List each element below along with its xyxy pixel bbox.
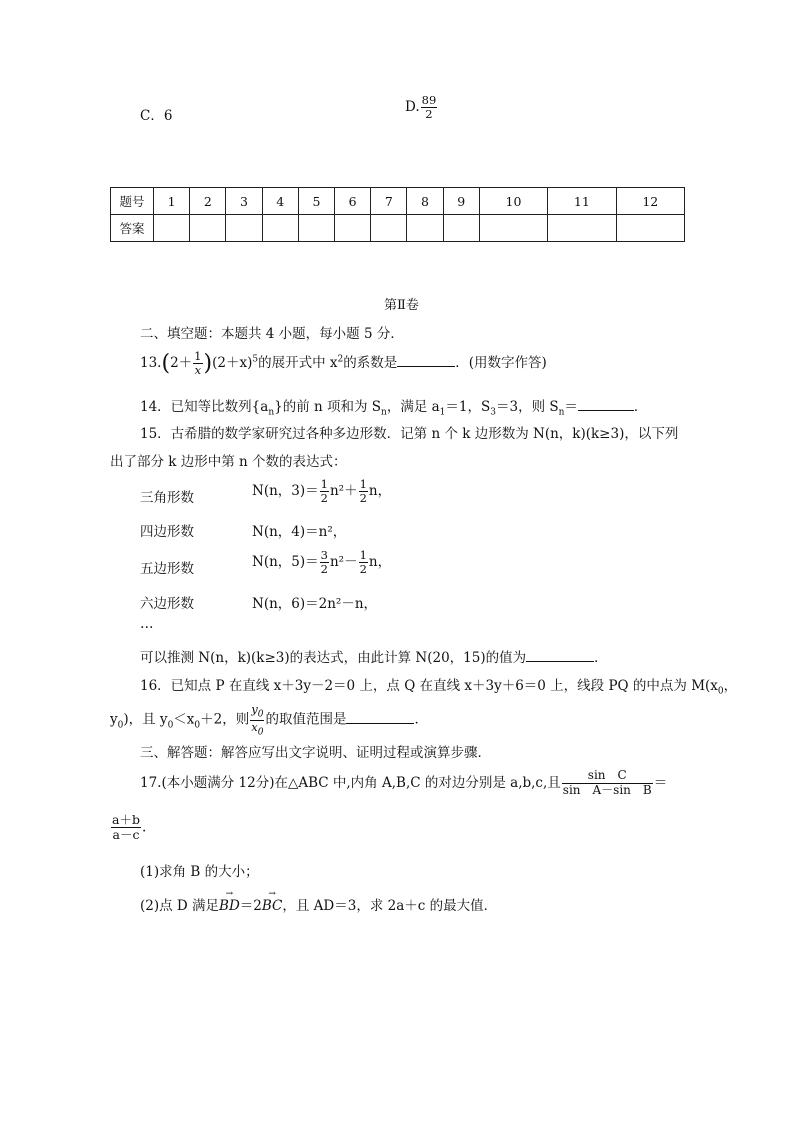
answer-cell[interactable] [371,215,407,242]
q16-text: y [110,711,118,728]
q14-text: ，满足 a [386,399,440,415]
subscript-0: 0 [194,720,201,731]
vector-bd [219,889,240,914]
question-17-lead [140,769,667,798]
answer-cell[interactable] [262,215,298,242]
answer-blank[interactable] [397,365,455,367]
polygon-row-name: 三角形数 [140,490,194,506]
answer-cell[interactable] [335,215,371,242]
q16-text: ， [723,678,738,694]
option-d-fraction [421,94,438,121]
q13-text-end: 的系数是 [343,355,398,372]
table-cell: 11 [548,188,616,215]
q13-text-after: 的展开式中 x [258,355,338,372]
table-row-numbers [111,188,685,215]
q16-text: 的取值范围是 [265,711,347,728]
fraction-numerator: 1 [194,349,202,363]
q13-number: 13. [140,355,162,372]
answer-cell[interactable] [548,215,616,242]
answer-cell[interactable] [479,215,547,242]
table-cell: 6 [335,188,371,215]
vector-bc [261,889,283,914]
polygon-row-name: 五边形数 [140,561,194,577]
subscript-n: n [268,407,275,418]
answer-table [110,187,685,242]
q13-text-open: 2＋ [170,355,193,372]
q16-tail: ． [414,711,428,728]
subscript-0: 0 [117,720,124,731]
q13-tail: ．(用数字作答) [455,355,547,372]
q14-text: }的前 n 项和为 S [274,399,382,415]
q17-period: . [141,819,147,836]
answer-cell[interactable] [226,215,262,242]
formula-lhs: N(n，5)＝ [252,554,319,571]
arrow-icon: → [225,889,234,899]
part-title: 第Ⅱ卷 [384,298,419,313]
formula-lhs: N(n，3)＝ [252,483,319,500]
q16-text: ＜x [173,711,195,728]
q17-part2-text: ，且 AD＝3，求 2a＋c 的最大值． [282,898,498,914]
option-d-prefix: D. [405,99,420,116]
question-15-line-1: 15．古希腊的数学家研究过各种多边形数．记第 n 个 k 边形数为 N(n，k)(k≥3)，以下列 [140,426,679,442]
fraction: $\frac{1}{2}$ [359,477,367,506]
table-cell: 5 [298,188,334,215]
polygon-row-formula: N(n，4)＝n²， [252,524,347,540]
answer-cell[interactable] [190,215,226,242]
table-cell: 3 [226,188,262,215]
polygon-row-name: 六边形数 [140,596,194,612]
answer-cell[interactable] [298,215,334,242]
q14-tail: ． [633,399,648,415]
vector-label: BD [219,898,240,914]
table-cell: 4 [262,188,298,215]
option-d [405,94,438,121]
arrow-icon: → [268,889,276,899]
q13-text-mid: (2＋x) [212,355,253,372]
table-cell: 8 [407,188,443,215]
fraction-denominator: sin A－sin B [562,782,652,797]
answer-cell[interactable] [616,215,684,242]
subscript-n: n [558,407,565,418]
fraction-denominator: 2 [425,107,433,122]
question-15-conclusion [140,646,608,666]
q17-side-fraction [111,813,141,843]
answer-blank[interactable] [578,409,634,411]
q14-text: ＝3，则 S [495,399,559,415]
q17-equals: ＝ [653,774,668,791]
fraction-denominator: x [194,363,202,378]
answer-cell[interactable] [154,215,190,242]
table-cell: 2 [190,188,226,215]
fraction-numerator: sin C [562,769,653,784]
table-cell: 1 [154,188,190,215]
question-17-side-fraction [110,813,146,843]
question-15-line-2: 出了部分 k 边形中第 n 个数的表达式： [110,454,347,470]
q17-sine-fraction [562,769,653,798]
table-header-answer: 答案 [111,215,154,242]
subscript-1: 1 [439,407,446,418]
q17-part2-text: ＝2 [239,898,262,914]
question-13 [140,350,547,377]
polygon-row-formula: N(n，5)＝ $\frac{3}{2}$ n²－ $\frac{1}{2}$ n， [252,548,392,577]
table-cell: 10 [479,188,547,215]
fraction-denominator: a－c [112,827,140,843]
table-row-answers [111,215,685,242]
polygon-row-formula: N(n，6)＝2n²－n， [252,596,378,612]
table-cell: 12 [616,188,684,215]
q14-text: 14．已知等比数列{a [140,399,269,415]
answer-cell[interactable] [443,215,479,242]
subscript-3: 3 [490,407,496,418]
fraction-numerator: 89 [421,93,437,107]
q14-text: ＝ [564,399,578,415]
section-heading-fill-in: 二、填空题：本题共 4 小题，每小题 5 分． [140,326,404,342]
q17-part2-text: (2)点 D 满足 [140,898,220,914]
fraction: $\frac{1}{2}$ [320,477,328,506]
subscript-0: 0 [717,686,724,697]
fraction: $\frac{1}{2}$ [359,548,367,577]
q16-text: )，且 y [123,711,168,728]
q15-tail: ． [594,650,608,666]
right-paren-icon: ) [203,351,213,377]
polygon-row-formula: N(n，3)＝ $\frac{1}{2}$ n²＋ $\frac{1}{2}$ n， [252,477,392,506]
q13-exponent-5: 5 [252,354,259,365]
subscript-n: n [381,407,387,418]
question-14 [140,395,647,418]
q13-fraction [193,350,202,377]
table-cell: 9 [443,188,479,215]
question-16-line-1 [140,674,737,697]
q17-lead-text: 17.(本小题满分 12分)在△ABC 中,内角 A,B,C 的对边分别是 a,b,c,且 [140,774,561,791]
question-16-line-2 [110,703,428,737]
polygon-row-name: 四边形数 [140,524,194,540]
answer-cell[interactable] [407,215,443,242]
answer-blank[interactable] [346,722,414,724]
subscript-0: 0 [167,720,174,731]
fraction-numerator: a＋b [112,812,140,827]
section-heading-solutions: 三、解答题：解答应写出文字说明、证明过程或演算步骤． [140,745,491,761]
question-17-part-1: (1)求角 B 的大小； [140,864,259,880]
q15-conclusion-text: 可以推测 N(n，k)(k≥3)的表达式，由此计算 N(20，15)的值为 [140,650,527,666]
vector-label: BC [261,898,283,914]
ratio-y0-over-x0: $\frac{y_0}{x_0}$ [251,702,264,737]
question-17-part-2 [140,889,498,914]
left-paren-icon: ( [161,351,171,377]
q16-text: 16．已知点 P 在直线 x＋3y－2＝0 上，点 Q 在直线 x＋3y＋6＝0 上，线段 PQ 的中点为 M(x [140,678,718,694]
ellipsis: … [140,616,154,632]
answer-blank[interactable] [526,660,594,662]
option-c: C．6 [140,108,173,124]
table-header-question-number: 题号 [111,188,154,215]
q14-text: ＝1，S [445,399,491,415]
q13-exponent-2: 2 [337,354,344,365]
table-cell: 7 [371,188,407,215]
fraction: $\frac{3}{2}$ [320,548,328,577]
q16-text: ＋2，则 [200,711,250,728]
